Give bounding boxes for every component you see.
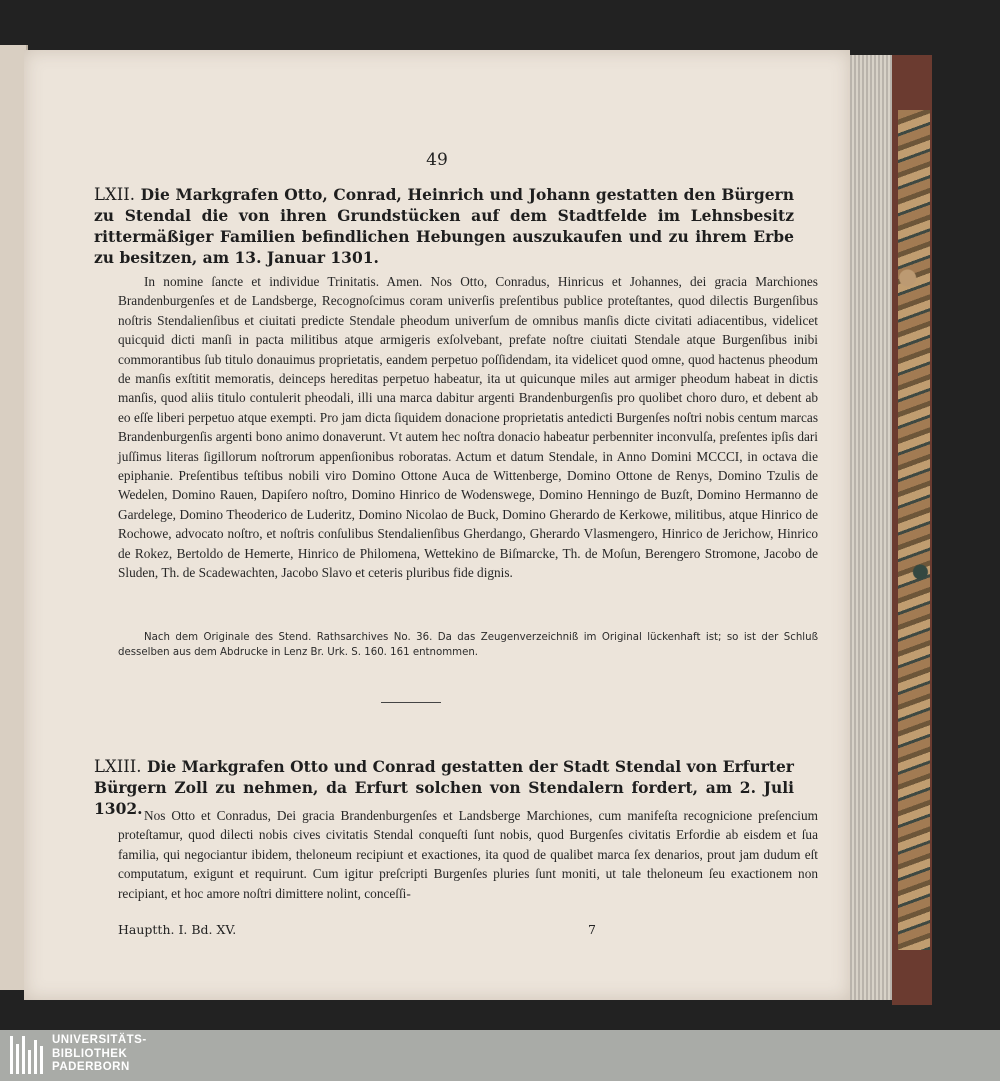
- library-name-line: UNIVERSITÄTS-: [52, 1034, 147, 1046]
- marbled-cover-pattern: [898, 110, 930, 950]
- library-name-line: BIBLIOTHEK: [52, 1047, 128, 1060]
- library-name-line: PADERBORN: [52, 1061, 130, 1073]
- book-page: [24, 50, 850, 1000]
- source-note: Nach dem Originale des Stend. Rathsarchives No. 36. Da das Zeugenverzeichniß im Original lückenhaft ist; so ist der Schluß desselben aus dem Abdrucke in Lenz Br. Urk. S. 160. 161 entnommen.: [118, 632, 818, 658]
- gathering-signature: 7: [588, 922, 596, 937]
- section-divider: [381, 702, 441, 703]
- section-number: LXIII.: [94, 757, 142, 776]
- section-title: Die Markgrafen Otto, Conrad, Heinrich und Johann gestatten den Bürgern zu Stendal die von ihren Grundstücken auf dem Stadtfelde im Lehnsbesitz rittermäßiger Familien befindlichen Hebungen auszukaufen und zu ihrem Erbe zu besitzen, am 13. Januar 1301.: [94, 185, 794, 267]
- section-body-lxiii: Nos Otto et Conradus, Dei gracia Brandenburgenſes et Landsberge Marchiones, cum manifeſta recognicione preſencium proteſtamur, quod dilecti nobis cives civitatis Stendal conqueſti ſunt nobis, quod Burgenſes civitatis Erfordie ab eisdem et ſua familia, qui negociantur ibidem, theloneum recipiunt et exactiones, ita quod de qualibet marca ſex denarios, prout jam dudum eſt computatum, exigunt et requirunt. Cum igitur preſcripti Burgenſes pluries ſunt moniti, ut tale theloneum ſeu exactionem non recipiant, et hoc amore noſtri dimittere nolint, conceſſi-: [118, 808, 818, 901]
- section-heading-lxii: [94, 184, 794, 268]
- library-banner: [0, 1030, 1000, 1081]
- section-body-lxii: In nomine ſancte et individue Trinitatis. Amen. Nos Otto, Conradus, Hinricus et Johannes, dei gracia Marchiones Brandenburgenſes et de Landsberge, Recognoſcimus coram univerſis preſentibus publice proteſtantes, quod dilectis Burgenſibus noſtris Stendalienſibus et ciuitati predicte Stendale pheodum univerſum de omnibus manſis dicte civitati adiacentibus, videlicet quicquid dicti manſi in pacta militibus atque armigeris exſolvebant, prefate noſtre ciuitati Stendale atque Burgenſibus inibi commorantibus ſub titulo donauimus proprietatis, eandem perpetuo poſſidendam, ita videlicet quod omne, quod hactenus pheodum de manſis exſtitit memoratis, deinceps hereditas perpetuo habeatur, ita ut quicunque miles aut armiger pheodum habeat in dictis manſis, quod aliis titulo contulerit pheodali, illi una marca dabitur argenti Brandenburgenſis pro quolibet choro duro, et debent ab eo eſſe liberi perpetuo atque exempti. Pro jam dicta ſiquidem donacione proprietatis antedicti Burgenſes noſtri nobis centum marcas Brandenburgenſis argenti bono animo donaverunt. Vt autem hec noſtra donacio habeatur perbenniter inconvulſa, preſentes ipſis dari juſſimus literas ſigillorum noſtrorum appenſionibus roboratas. Actum et datum Stendale, in Anno Domini MCCCI, in octava die epiphanie. Preſentibus teſtibus nobili viro Domino Ottone Auca de Wittenberge, Domino Ottone de Renys, Domino Tzulis de Wedelen, Domino Rauen, Dapiſero noſtro, Domino Hinrico de Wodenswege, Domino Henningo de Buzſt, Domino Hermanno de Gardelege, Domino Theoderico de Luderitz, Domino Nicolao de Buck, Domino Gherardo de Kerkowe, militibus, atque Hinrico de Rochowe, advocato noſtro, et noſtris conſulibus Stendalienſibus Gherdango, Gherardo Vlasmengero, Hinrico de Jerichow, Hinrico de Rokez, Bertoldo de Hemerte, Hinrico de Philomena, Wettekino de Biſmarcke, Th. de Moſun, Berengero Stromone, Jacobo de Sluden, Th. de Scadewachten, Jacobo Slavo et ceteris pluribus fide dignis.: [118, 274, 818, 581]
- section-number: LXII.: [94, 185, 135, 204]
- volume-signature: Hauptth. I. Bd. XV.: [118, 922, 237, 937]
- page-number: 49: [426, 150, 448, 170]
- page-edges: [850, 55, 892, 1000]
- library-logo-icon: [10, 1036, 42, 1074]
- library-name: [52, 1034, 147, 1075]
- section-title: Die Markgrafen Otto und Conrad gestatten der Stadt Stendal von Erfurter Bürgern Zoll zu nehmen, da Erfurt solchen von Stendalern fordert, am 2. Juli 1302.: [94, 757, 794, 818]
